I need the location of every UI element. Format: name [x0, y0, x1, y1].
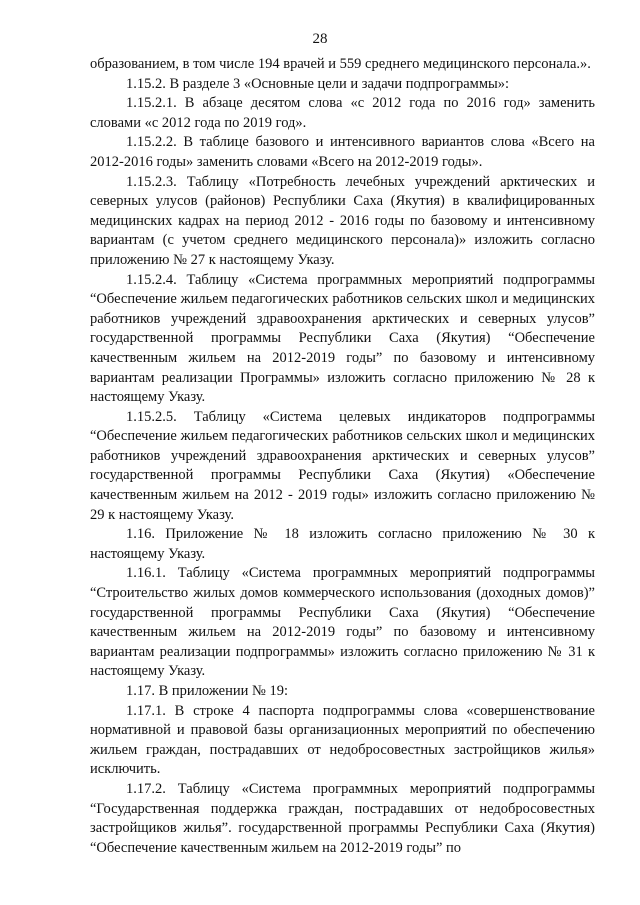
page-number: 28: [312, 31, 328, 47]
document-body: [90, 55, 595, 858]
paragraph-continuation: образованием, в том числе 194 врачей и 559 среднего медицинского персонала.».: [90, 56, 591, 72]
paragraph-1-15-2-3: 1.15.2.3. Таблицу «Потребность лечебных учреждений арктических и северных улусов (районов) Республики Саха (Якутия) в квалифицированных медицинских кадрах на период 2012 - 2016 годы по базовому и интенсивному вариантам (с учетом среднего медицинского персонала)» изложить согласно приложению № 27 к настоящему Указу.: [90, 173, 595, 268]
paragraph-1-16-1: 1.16.1. Таблицу «Система программных мероприятий подпрограммы “Строительство жилых домов коммерческого использования (доходных домов)” государственной программы Республики Саха (Якутия) “Обеспечение качественным жильем на 2012-2019 годы” по базовому и интенсивному вариантам реализации подпрограммы» изложить согласно приложению № 31 к настоящему Указу.: [90, 565, 595, 680]
paragraph-1-16: 1.16. Приложение № 18 изложить согласно приложению № 30 к настоящему Указу.: [90, 526, 595, 562]
paragraph-1-15-2-4: 1.15.2.4. Таблицу «Система программных мероприятий подпрограммы “Обеспечение жильем педагогических работников сельских школ и медицинских работников учреждений здравоохранения арктических и северных улусов” государственной программы Республики Саха (Якутия) “Обеспечение качественным жильем на 2012-2019 годы” по базовому и интенсивному вариантам реализации Программы» изложить согласно приложению № 28 к настоящему Указу.: [90, 271, 595, 406]
paragraph-1-17: 1.17. В приложении № 19:: [126, 683, 288, 699]
paragraph-1-17-2: 1.17.2. Таблицу «Система программных мероприятий подпрограммы “Государственная поддержка граждан, пострадавших от недобросовестных застройщиков жилья”. государственной программы Республики Саха (Якутия) “Обеспечение качественным жильем на 2012-2019 годы” по: [90, 780, 595, 856]
paragraph-1-15-2-2: 1.15.2.2. В таблице базового и интенсивного вариантов слова «Всего на 2012-2016 годы» заменить словами «Всего на 2012-2019 годы».: [90, 134, 595, 170]
paragraph-1-15-2-5: 1.15.2.5. Таблицу «Система целевых индикаторов подпрограммы “Обеспечение жильем педагогических работников сельских школ и медицинских работников учреждений здравоохранения арктических и северных улусов” государственной программы Республики Саха (Якутия) «Обеспечение качественным жильем на 2012 - 2019 годы» изложить согласно приложению № 29 к настоящему Указу.: [90, 408, 595, 523]
paragraph-1-15-2: 1.15.2. В разделе 3 «Основные цели и задачи подпрограммы»:: [126, 75, 510, 92]
paragraph-1-15-2-1: 1.15.2.1. В абзаце десятом слова «с 2012 года по 2016 год» заменить словами «с 2012 года по 2019 год».: [90, 95, 595, 131]
paragraph-1-17-1: 1.17.1. В строке 4 паспорта подпрограммы слова «совершенствование нормативной и правовой базы организационных мероприятий по обеспечению жильем граждан, пострадавших от недобросовестных застройщиков жилья» исключить.: [90, 702, 595, 778]
